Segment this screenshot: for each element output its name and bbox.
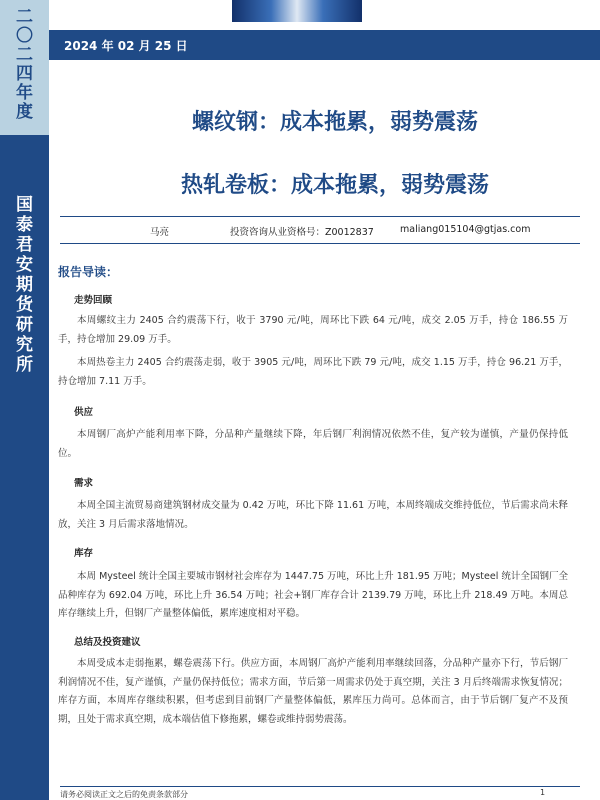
sidebar-company-label: 国 泰 君 安 期 货 研 究 所 <box>16 195 33 375</box>
heading-summary: 总结及投资建议 <box>74 637 141 648</box>
paragraph-inventory: 本周 Mysteel 统计全国主要城市钢材社会库存为 1447.75 万吨，环比上升 181.95 万吨；Mysteel 统计全国钢厂全品种库存为 692.04 万吨，环比上升 36.54 万吨；社会+钢厂库存合计 2139.79 万吨，环比上升 218.49 万吨。本周总库存继续上升，但钢厂产量整体偏低，累库速度相对平稳。 <box>58 571 568 619</box>
author-email[interactable]: maliang015104@gtjas.com <box>400 224 531 235</box>
heading-supply: 供应 <box>74 407 94 418</box>
title-hot-coil: 热轧卷板：成本拖累，弱势震荡 <box>180 172 489 198</box>
heading-demand: 需求 <box>74 478 94 489</box>
report-date: 2024 年 02 月 25 日 <box>64 39 188 53</box>
heading-inventory: 库存 <box>74 548 94 559</box>
footer-disclaimer[interactable]: 请务必阅读正文之后的免责条款部分 <box>60 790 188 799</box>
paragraph-supply: 本周钢厂高炉产能利用率下降，分品种产量继续下降，年后钢厂利润情况依然不佳，复产较为谨慎，产量仍保持低位。 <box>58 429 568 459</box>
page-number: 1 <box>540 788 546 797</box>
report-summary-title: 报告导读： <box>58 265 119 279</box>
author-name: 马亮 <box>150 227 170 238</box>
paragraph-summary: 本周受成本走弱拖累，螺卷震荡下行。供应方面，本周钢厂高炉产能利用率继续回落，分品种产量亦下行，节后钢厂利润情况不佳，复产谨慎，产量仍保持低位；需求方面，节后第一周需求仍处于真空期，关注 3 月后终端需求恢复情况；库存方面，本周库存继续积累，但考虑到目前钢厂产量整体偏低，累库压力尚可。总体而言，由于节后钢厂复产不及预期，且处于需求真空期，成本端估值下修拖累，螺卷或维持弱势震荡。 <box>58 658 568 725</box>
author-qualification: 投资咨询从业资格号：Z0012837 <box>230 227 374 238</box>
heading-trend-review: 走势回顾 <box>74 295 113 306</box>
title-rebar: 螺纹钢：成本拖累，弱势震荡 <box>191 109 478 135</box>
header-banner-image <box>232 0 362 22</box>
sidebar-year-label: 二 〇 二 四 年 度 <box>16 7 33 122</box>
author-divider-top <box>60 216 580 217</box>
paragraph-demand: 本周全国主流贸易商建筑钢材成交量为 0.42 万吨，环比下降 11.61 万吨，本周终端成交维持低位，节后需求尚未释放，关注 3 月后需求落地情况。 <box>58 500 568 530</box>
paragraph-hot-coil-trend: 本周热卷主力 2405 合约震荡走弱，收于 3905 元/吨，周环比下跌 79 元/吨，成交 1.15 万手，持仓 96.21 万手，持仓增加 7.11 万手。 <box>58 357 568 387</box>
paragraph-rebar-trend: 本周螺纹主力 2405 合约震荡下行，收于 3790 元/吨，周环比下跌 64 元/吨，成交 2.05 万手，持仓 186.55 万手，持仓增加 29.09 万手。 <box>58 315 568 345</box>
footer-divider <box>60 786 580 787</box>
author-divider-bottom <box>60 243 580 244</box>
